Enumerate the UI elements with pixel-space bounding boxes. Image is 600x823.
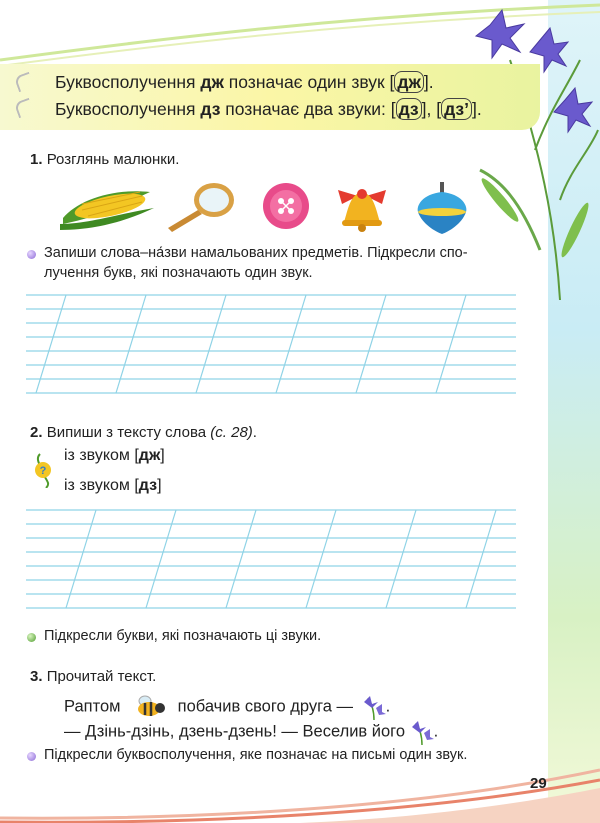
- option-text: ]: [160, 447, 165, 464]
- page-number: 29: [530, 775, 547, 792]
- rule-text: позначає два звуки: [: [220, 99, 396, 119]
- text-fragment: його: [371, 722, 406, 741]
- rule-text: ].: [471, 99, 482, 119]
- instruction-line: лучення букв, які позначають один звук.: [44, 265, 313, 281]
- bellflower-icon: [410, 719, 434, 745]
- button-icon: [260, 180, 312, 232]
- text-line-1: [64, 694, 390, 720]
- page-reference: (с. 28): [210, 424, 253, 441]
- task-3-title: [30, 668, 156, 685]
- text-fragment: — Дзінь-дзінь, дзень-дзень! — Веселив: [64, 722, 368, 741]
- task-1-instruction: [44, 243, 468, 283]
- task-number: 3.: [30, 668, 43, 685]
- bell-icon: [334, 176, 390, 236]
- task-title: Випиши з тексту слова: [46, 424, 211, 441]
- text-fragment: .: [385, 697, 391, 716]
- bellflower-icon: [362, 694, 386, 720]
- rule-letters: дз: [200, 99, 221, 119]
- instruction-line: Запиши слова–на́зви намальованих предметів. Підкресли спо-: [44, 245, 468, 261]
- rule-text: ].: [423, 72, 434, 92]
- text-fragment: побачив свого друга —: [177, 697, 354, 716]
- task-title: .: [252, 424, 257, 441]
- rule-line-1: [55, 72, 434, 93]
- curl-decoration: [14, 72, 35, 93]
- option-text: із звуком [: [64, 447, 139, 464]
- text-line-2: [64, 719, 438, 745]
- rule-text: позначає один звук [: [223, 72, 395, 92]
- svg-text:?: ?: [39, 465, 47, 477]
- task-title: Прочитай текст.: [46, 668, 157, 685]
- writing-lines-1[interactable]: [26, 293, 516, 405]
- bullet-icon: [27, 250, 36, 259]
- sound-letters: дз: [138, 477, 158, 494]
- bee-icon: [131, 695, 167, 719]
- mirror-icon: [162, 178, 240, 234]
- writing-lines-2[interactable]: [26, 508, 516, 620]
- curl-decoration: [14, 98, 35, 119]
- sound-letters: дж: [138, 447, 161, 464]
- spinning-top-icon: [412, 180, 472, 236]
- task-2-title: [30, 424, 257, 441]
- option-text: із звуком [: [64, 477, 139, 494]
- option-text: ]: [157, 477, 162, 494]
- rule-text: Буквосполучення: [55, 99, 201, 119]
- rule-box: [0, 64, 540, 130]
- option-dz: [64, 477, 162, 495]
- task-number: 1.: [30, 151, 43, 168]
- text-fragment: .: [433, 722, 439, 741]
- rule-letters: дж: [200, 72, 224, 92]
- task-1-title: [30, 151, 179, 168]
- task-number: 2.: [30, 424, 43, 441]
- task-3-instruction: Підкресли буквосполучення, яке позначає на письмі один звук.: [44, 747, 468, 763]
- option-dzh: [64, 447, 165, 465]
- text-fragment: Раптом: [64, 697, 121, 716]
- sound-box: дз: [396, 98, 422, 120]
- rule-text: Буквосполучення: [55, 72, 201, 92]
- bullet-icon: [27, 633, 36, 642]
- task-2-instruction: Підкресли букви, які позначають ці звуки.: [44, 628, 322, 644]
- sound-box: дз’: [441, 98, 472, 120]
- corn-icon: [58, 180, 158, 232]
- sound-box: дж: [394, 71, 424, 93]
- rule-text: ], [: [421, 99, 442, 119]
- task-title: Розглянь малюнки.: [46, 151, 180, 168]
- bottom-swoosh-decoration: [0, 760, 600, 823]
- question-flower-icon: [30, 452, 56, 488]
- rule-line-2: [55, 99, 482, 120]
